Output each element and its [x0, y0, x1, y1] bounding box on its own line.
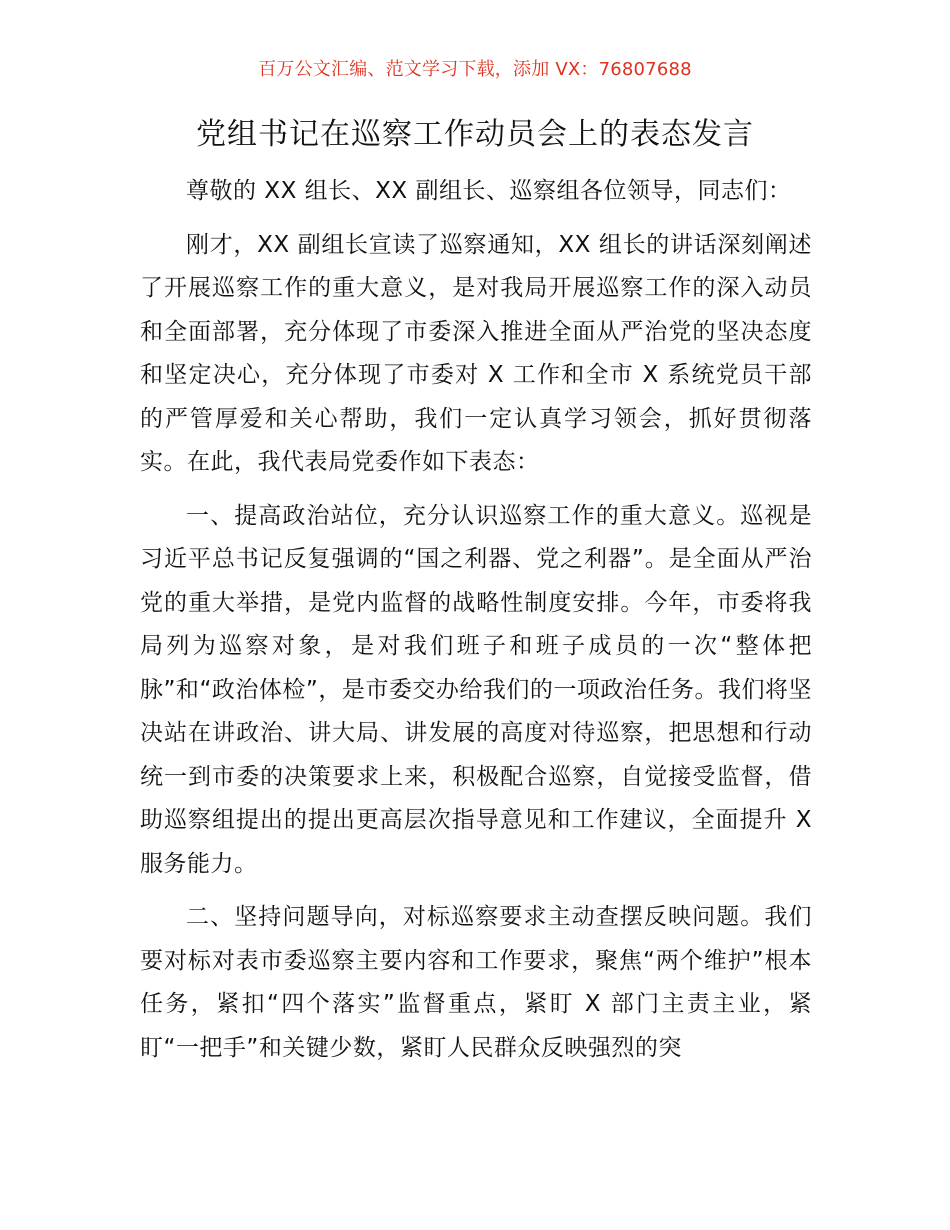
section-two-paragraph: 二、坚持问题导向，对标巡察要求主动查摆反映问题。我们要对标对表市委巡察主要内容和工作要求，聚焦“两个维护”根本任务，紧扣“四个落实”监督重点，紧盯 X 部门主责主业，紧盯“一把手”和关键少数，紧盯人民群众反映强烈的突 [140, 904, 812, 1061]
page-title: 党组书记在巡察工作动员会上的表态发言 [196, 117, 754, 152]
header-note: 百万公文汇编、范文学习下载，添加 VX：76807688 [258, 59, 692, 80]
document-body [140, 170, 812, 1080]
salutation-paragraph: 尊敬的 XX 组长、XX 副组长、巡察组各位领导，同志们： [186, 178, 792, 204]
intro-paragraph: 刚才，XX 副组长宣读了巡察通知，XX 组长的讲话深刻阐述了开展巡察工作的重大意义，是对我局开展巡察工作的深入动员和全面部署，充分体现了市委深入推进全面从严治党的坚决态度和坚定决心，充分体现了市委对 X 工作和全市 X 系统党员干部的严管厚爱和关心帮助，我们一定认真学习领会，抓好贯彻落实。在此，我代表局党委作如下表态： [140, 231, 812, 475]
section-one-paragraph: 一、提高政治站位，充分认识巡察工作的重大意义。巡视是习近平总书记反复强调的“国之利器、党之利器”。是全面从严治党的重大举措，是党内监督的战略性制度安排。今年，市委将我局列为巡察对象，是对我们班子和班子成员的一次“整体把脉”和“政治体检”，是市委交办给我们的一项政治任务。我们将坚决站在讲政治、讲大局、讲发展的高度对待巡察，把思想和行动统一到市委的决策要求上来，积极配合巡察，自觉接受监督，借助巡察组提出的提出更高层次指导意见和工作建议，全面提升 X 服务能力。 [140, 502, 812, 877]
